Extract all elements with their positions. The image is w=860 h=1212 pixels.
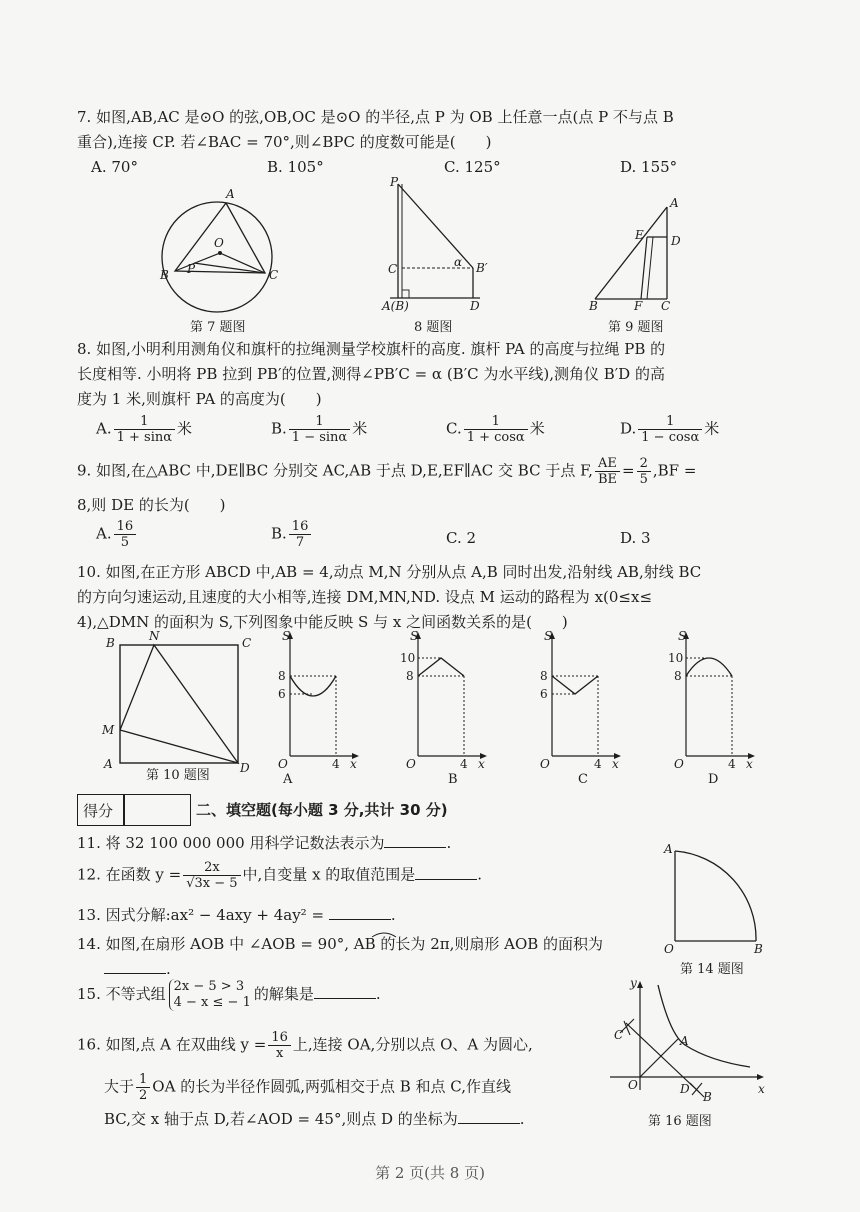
q9-line1: 9. 如图,在△ABC 中,DE∥BC 分别交 AC,AB 于点 D,E,EF∥AC 交 BC 于点 F, $\frac{AE}{BE}$ = $\frac{2}{5}$ ,BF = xyxy=(77,456,697,487)
figure-8 xyxy=(368,176,498,316)
q9-option-d: D. 3 xyxy=(620,529,651,547)
fig8-label-ab: A(B) xyxy=(382,299,409,313)
fig16-label-b: B xyxy=(703,1090,712,1104)
fig16-label-x: x xyxy=(758,1082,765,1096)
fig8-label-b-prime: B′ xyxy=(476,261,488,275)
graph-a-ytick-6: 6 xyxy=(278,687,286,701)
fig8-caption: 8 题图 xyxy=(414,320,453,335)
fig9-label-d: D xyxy=(671,234,681,248)
fig9-label-c: C xyxy=(661,299,671,313)
graph-c-xtick-4: 4 xyxy=(594,757,602,771)
graph-d-axis-s: S xyxy=(678,629,687,643)
q7-option-b: B. 105° xyxy=(267,158,324,176)
graph-b-label: B xyxy=(448,772,458,787)
score-label: 得分 xyxy=(83,802,114,820)
q13-line: 13. 因式分解:ax² − 4axy + 4ay² = . xyxy=(77,906,396,924)
graph-b-ytick-8: 8 xyxy=(406,669,414,683)
fig10-label-a: A xyxy=(104,757,113,771)
q7-option-a: A. 70° xyxy=(91,158,138,176)
fig10-label-m: M xyxy=(102,723,115,737)
q14-line1: 14. 如图,在扇形 AOB 中 ∠AOB = 90°, AB 的长为 2π,则扇形 AOB 的面积为 xyxy=(77,935,604,953)
q7-option-c: C. 125° xyxy=(444,158,501,176)
graph-d-ytick-10: 10 xyxy=(668,651,684,665)
fig7-label-a: A xyxy=(226,187,235,201)
graph-b-axis-x: x xyxy=(478,757,485,771)
graph-d-origin: O xyxy=(674,757,684,771)
fig16-label-a: A xyxy=(680,1034,689,1048)
score-box xyxy=(77,794,191,826)
graph-d-axis-x: x xyxy=(746,757,753,771)
graph-b-axis-s: S xyxy=(410,629,419,643)
q16-line2: 大于 $\frac{1}{2}$ OA 的长为半径作圆弧,两弧相交于点 B 和点 C,作直线 xyxy=(104,1072,512,1103)
q9-option-a: A. $\frac{16}{5}$ xyxy=(96,519,138,550)
fig9-label-f: F xyxy=(634,299,643,313)
arc-symbol xyxy=(370,930,400,938)
fig16-label-d: D xyxy=(680,1082,690,1096)
figure-16 xyxy=(600,975,770,1105)
q15-line: 15. 不等式组 2x − 5 > 3 4 − x ≤ − 1 的解集是 . xyxy=(77,979,381,1010)
fig7-label-p: P xyxy=(187,262,196,276)
page-footer: 第 2 页(共 8 页) xyxy=(375,1164,485,1182)
q14-line2: . xyxy=(104,958,171,980)
q16-line1: 16. 如图,点 A 在双曲线 y = $\frac{16}{x}$ 上,连接 OA,分别以点 O、A 为圆心, xyxy=(77,1030,533,1061)
q8-option-b: B. $\frac{1}{1 - \sin\alpha}$ 米 xyxy=(271,414,368,445)
q8-option-c: C. $\frac{1}{1 + \cos\alpha}$ 米 xyxy=(446,414,545,445)
fig8-label-d: D xyxy=(470,299,480,313)
graph-a-label: A xyxy=(283,772,293,787)
q8-line2: 长度相等. 小明将 PB 拉到 PB′的位置,测得∠PB′C = α (B′C 为水平线),测角仪 B′D 的高 xyxy=(77,365,665,383)
q15-answer-blank[interactable] xyxy=(314,984,376,999)
graph-a-ytick-8: 8 xyxy=(278,669,286,683)
q14-answer-blank[interactable] xyxy=(104,959,166,974)
fig16-caption: 第 16 题图 xyxy=(648,1114,712,1129)
graph-c-ytick-8: 8 xyxy=(540,669,548,683)
fig10-label-n: N xyxy=(149,629,160,643)
fig14-label-b: B xyxy=(754,942,763,956)
q12-line: 12. 在函数 y = $\frac{2x}{√3x - 5}$ 中,自变量 x 的取值范围是 . xyxy=(77,860,483,891)
fig9-label-a: A xyxy=(670,196,679,210)
graph-a-origin: O xyxy=(278,757,288,771)
figure-10 xyxy=(98,629,258,775)
graph-b-xtick-4: 4 xyxy=(460,757,468,771)
q10-line1: 10. 如图,在正方形 ABCD 中,AB = 4,动点 M,N 分别从点 A,B 同时出发,沿射线 AB,射线 BC xyxy=(77,563,702,581)
q8-option-d: D. $\frac{1}{1 - \cos\alpha}$ 米 xyxy=(620,414,720,445)
figure-9 xyxy=(585,195,695,313)
fig10-label-c: C xyxy=(242,636,252,650)
graph-d-ytick-8: 8 xyxy=(674,669,682,683)
fig10-label-b: B xyxy=(106,636,115,650)
q7-option-d: D. 155° xyxy=(620,158,678,176)
q16-line3: BC,交 x 轴于点 D,若∠AOD = 45°,则点 D 的坐标为 . xyxy=(104,1110,525,1128)
fig7-label-o: O xyxy=(214,236,224,250)
fig16-label-c: C xyxy=(614,1028,624,1042)
q13-answer-blank[interactable] xyxy=(329,905,391,920)
q10-line2: 的方向匀速运动,且速度的大小相等,连接 DM,MN,ND. 设点 M 运动的路程为 x(0≤x≤ xyxy=(77,588,653,606)
fig7-caption: 第 7 题图 xyxy=(190,320,246,335)
q9-option-c: C. 2 xyxy=(446,529,477,547)
graph-a-axis-x: x xyxy=(350,757,357,771)
graph-b xyxy=(398,628,488,771)
graph-a-xtick-4: 4 xyxy=(332,757,340,771)
fig7-label-b: B xyxy=(160,268,169,282)
graph-d xyxy=(666,628,756,771)
graph-c-origin: O xyxy=(540,757,550,771)
fig10-label-d: D xyxy=(240,761,250,775)
figure-7 xyxy=(150,185,300,320)
graph-c xyxy=(532,628,622,771)
q9-option-b: B. $\frac{16}{7}$ xyxy=(271,519,313,550)
q8-option-a: A. $\frac{1}{1 + \sin\alpha}$ 米 xyxy=(96,414,193,445)
fig14-label-o: O xyxy=(664,942,674,956)
graph-d-label: D xyxy=(708,772,719,787)
graph-a-axis-s: S xyxy=(282,629,291,643)
fig10-caption: 第 10 题图 xyxy=(146,768,210,783)
q7-line1: 7. 如图,AB,AC 是⊙O 的弦,OB,OC 是⊙O 的半径,点 P 为 OB 上任意一点(点 P 不与点 B xyxy=(77,108,674,126)
q16-answer-blank[interactable] xyxy=(458,1109,520,1124)
fig8-label-c: C xyxy=(388,262,398,276)
fig9-label-b: B xyxy=(589,299,598,313)
section-title: 二、填空题(每小题 3 分,共计 30 分) xyxy=(196,801,448,819)
graph-b-ytick-10: 10 xyxy=(400,651,416,665)
fig14-caption: 第 14 题图 xyxy=(680,962,744,977)
graph-c-axis-x: x xyxy=(612,757,619,771)
q11-line: 11. 将 32 100 000 000 用科学记数法表示为 . xyxy=(77,834,452,852)
fig16-label-y: y xyxy=(630,976,637,990)
fig9-label-e: E xyxy=(635,228,644,242)
q10-line3: 4),△DMN 的面积为 S,下列图象中能反映 S 与 x 之间函数关系的是( ) xyxy=(77,613,568,631)
graph-b-origin: O xyxy=(406,757,416,771)
q11-answer-blank[interactable] xyxy=(384,833,446,848)
graph-d-xtick-4: 4 xyxy=(728,757,736,771)
graph-a xyxy=(270,628,360,771)
graph-c-label: C xyxy=(578,772,588,787)
fig9-caption: 第 9 题图 xyxy=(608,320,664,335)
fig16-label-o: O xyxy=(628,1078,638,1092)
graph-c-ytick-6: 6 xyxy=(540,687,548,701)
fig8-label-p: P xyxy=(390,175,399,189)
q8-line1: 8. 如图,小明利用测角仪和旗杆的拉绳测量学校旗杆的高度. 旗杆 PA 的高度与拉绳 PB 的 xyxy=(77,340,666,358)
figure-14 xyxy=(660,843,770,955)
q8-line3: 度为 1 米,则旗杆 PA 的高度为( ) xyxy=(77,390,322,408)
q12-answer-blank[interactable] xyxy=(415,865,477,880)
graph-c-axis-s: S xyxy=(544,629,553,643)
q7-line2: 重合),连接 CP. 若∠BAC = 70°,则∠BPC 的度数可能是( ) xyxy=(77,133,492,151)
fig8-label-alpha: α xyxy=(454,255,463,269)
q9-line2: 8,则 DE 的长为( ) xyxy=(77,496,226,514)
fig14-label-a: A xyxy=(664,842,673,856)
fig7-label-c: C xyxy=(269,268,279,282)
